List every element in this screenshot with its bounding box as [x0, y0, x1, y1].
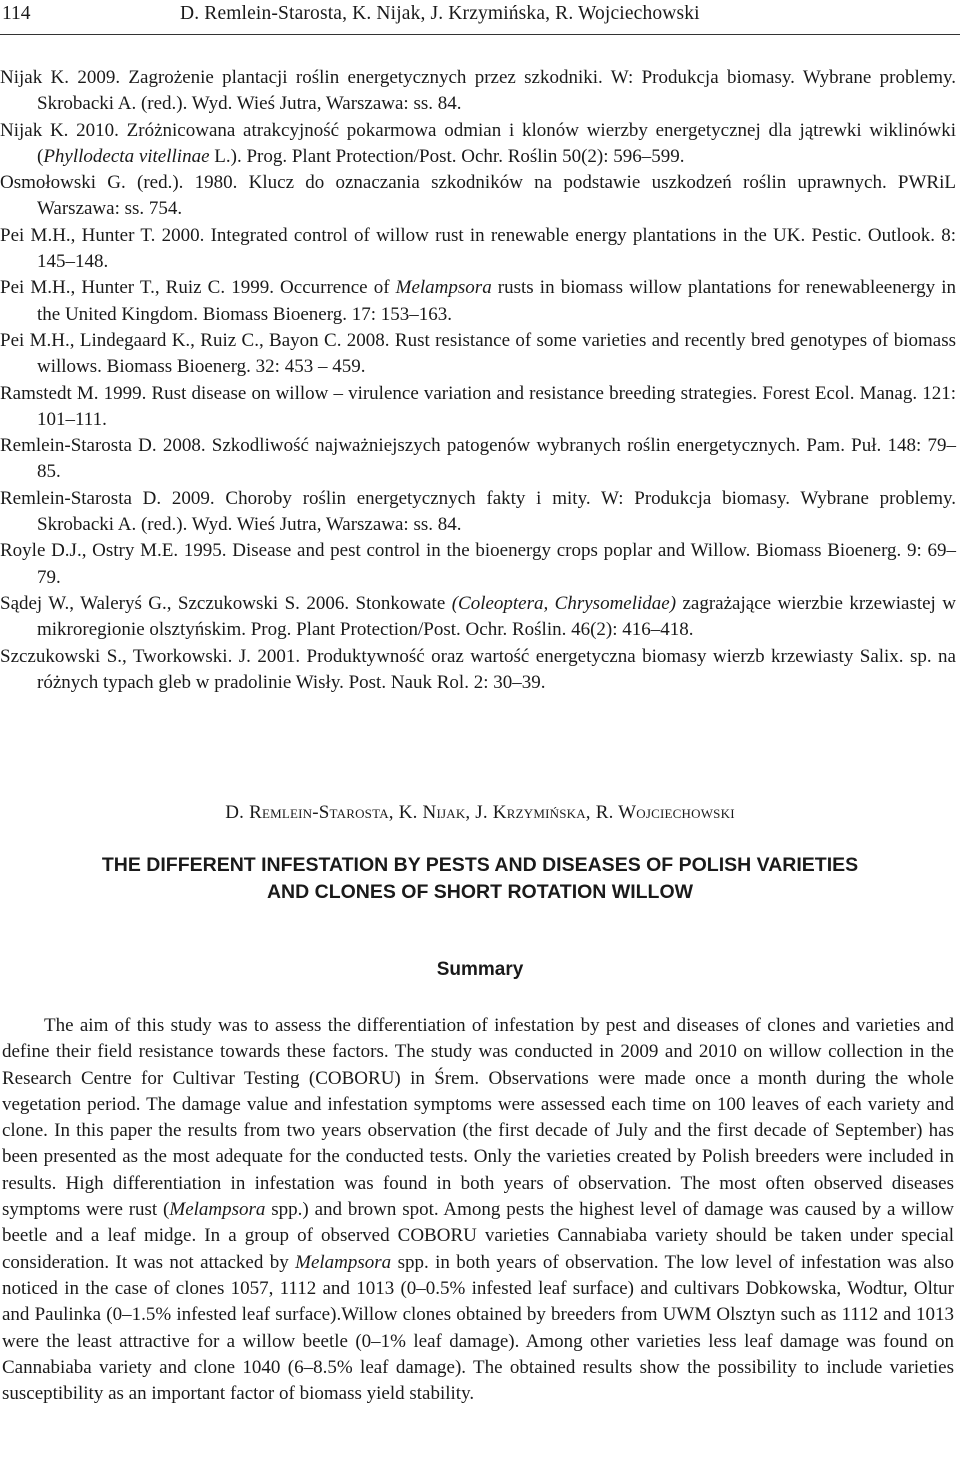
- reference-entry: [0, 275, 956, 328]
- summary-heading: Summary: [436, 959, 524, 980]
- header-rule: [0, 34, 960, 35]
- english-title: [0, 852, 960, 906]
- text-run: Osmołowski G. (red.). 1980. Klucz do oznaczania szkodników na podstawie uszkodzeń roślin uprawnych. PWRiL Warszawa: ss. 754.: [0, 172, 956, 220]
- reference-entry: [0, 644, 956, 697]
- reference-list: [0, 65, 956, 696]
- text-run: Remlein-Starosta D. 2009. Choroby roślin energetycznych fakty i mity. W: Produkcja biomasy. Wybrane problemy. Skrobacki A. (red.). Wyd. Wieś Jutra, Warszawa: ss. 84.: [0, 487, 956, 536]
- summary-text: [2, 1013, 954, 1407]
- reference-entry: [0, 65, 956, 118]
- text-run: Pei M.H., Hunter T. 2000. Integrated control of willow rust in renewable energy plantations in the UK. Pestic. Outlook. 8: 145–148.: [0, 224, 956, 273]
- italic-species-name: Melampsora: [395, 277, 492, 299]
- reference-entry: [0, 538, 956, 591]
- italic-species-name: Melampsora: [169, 1199, 266, 1221]
- running-head-authors: D. Remlein-Starosta, K. Nijak, J. Krzymińska, R. Wojciechowski: [180, 3, 700, 24]
- text-run: Szczukowski S., Tworkowski. J. 2001. Produktywność oraz wartość energetyczna biomasy wierzb krzewiasty Salix. sp. na różnych typach gleb w pradolinie Wisły. Post. Nauk Rol. 2: 30–39.: [0, 645, 956, 693]
- running-head: [0, 2, 960, 28]
- reference-entry: [0, 591, 956, 644]
- english-title-line-2: AND CLONES OF SHORT ROTATION WILLOW: [266, 881, 694, 903]
- italic-species-name: Phyllodecta vitellinae: [43, 145, 210, 167]
- text-run: Nijak K. 2009. Zagrożenie plantacji roślin energetycznych przez szkodniki. W: Produkcja biomasy. Wybrane problemy. Skrobacki A. (red.). Wyd. Wieś Jutra, Warszawa: ss. 84.: [0, 67, 956, 115]
- text-run: The aim of this study was to assess the differentiation of infestation by pest and diseases of clones and varieties and define their field resistance towards these factors. The study was conducted in 2009 and 2010 on willow collection in the Research Centre for Cultivar Testing (COBORU) in Śrem. Observations were made once a month during the whole vegetation period. The damage value and infestation symptoms were assessed each time on 100 leaves of each variety and clone. In this paper the results from two years observation (the first decade of July and the first decade of September) has been presented as the most adequate for the conducted tests. Only the varieties created by Polish breeders were included in results. High differentiation in infestation was found in both years of observation. The most often observed diseases symptoms were rust (: [2, 1015, 954, 1221]
- reference-entry: [0, 118, 956, 171]
- english-title-line-1: THE DIFFERENT INFESTATION BY PESTS AND DISEASES OF POLISH VARIETIES: [101, 854, 859, 876]
- reference-entry: [0, 223, 956, 276]
- text-run: Pei M.H., Lindegaard K., Ruiz C., Bayon C. 2008. Rust resistance of some varieties and recently bred genotypes of biomass willows. Biomass Bioenerg. 32: 453 – 459.: [0, 329, 956, 378]
- reference-entry: [0, 328, 956, 381]
- italic-species-name: Melampsora: [295, 1251, 392, 1273]
- text-run: Nijak K. 2010. Zróżnicowana atrakcyjność pokarmowa odmian i klonów wierzby energetycznej dla jątrewki wiklinówki (: [0, 119, 956, 167]
- text-run: zagrażające wierzbie krzewiastej w mikroregionie olsztyńskim. Prog. Plant Protection/Post. Ochr. Roślin. 46(2): 416–418.: [37, 592, 956, 641]
- page-number: 114: [2, 3, 31, 24]
- text-run: spp. in both years of observation. The low level of infestation was also noticed in the case of clones 1057, 1112 and 1013 (0–0.5% infested leaf surface) and cultivars Dobkowska, Wodtur, Oltur and Paulinka (0–1.5% infested leaf surface).Willow clones obtained by breeders from UWM Olsztyn such as 1112 and 1013 were the least attractive for a willow beetle (0–1% leaf damage). Among other varieties less leaf damage was found on Cannabiaba variety and clone 1040 (6–8.5% leaf damage). The obtained results show the possibility to include varieties susceptibility as an important factor of biomass yield stability.: [2, 1251, 954, 1405]
- text-run: Ramstedt M. 1999. Rust disease on willow – virulence variation and resistance breeding strategies. Forest Ecol. Manag. 121: 101–111.: [0, 382, 956, 430]
- text-run: L.). Prog. Plant Protection/Post. Ochr. Roślin 50(2): 596–599.: [209, 145, 685, 167]
- reference-entry: [0, 486, 956, 539]
- english-authors: D. Remlein-Starosta, K. Nijak, J. Krzymińska, R. Wojciechowski: [225, 802, 735, 823]
- reference-entry: [0, 381, 956, 434]
- text-run: Royle D.J., Ostry M.E. 1995. Disease and pest control in the bioenergy crops poplar and Willow. Biomass Bioenerg. 9: 69–79.: [0, 540, 956, 588]
- reference-entry: [0, 170, 956, 223]
- text-run: rusts in biomass willow plantations for renewableenergy in the United Kingdom. Biomass Bioenerg. 17: 153–163.: [37, 277, 956, 325]
- italic-species-name: (Coleoptera, Chrysomelidae): [451, 592, 677, 614]
- text-run: Remlein-Starosta D. 2008. Szkodliwość najważniejszych patogenów wybranych roślin energetycznych. Pam. Puł. 148: 79–85.: [0, 435, 956, 483]
- text-run: spp.) and brown spot. Among pests the highest level of damage was caused by a willow beetle and a leaf midge. In a group of observed COBORU varieties Cannabiaba variety should be taken under special consideration. It was not attacked by: [2, 1199, 954, 1273]
- reference-entry: [0, 433, 956, 486]
- text-run: Sądej W., Waleryś G., Szczukowski S. 2006. Stonkowate: [0, 592, 452, 614]
- text-run: Pei M.H., Hunter T., Ruiz C. 1999. Occurrence of: [0, 277, 396, 299]
